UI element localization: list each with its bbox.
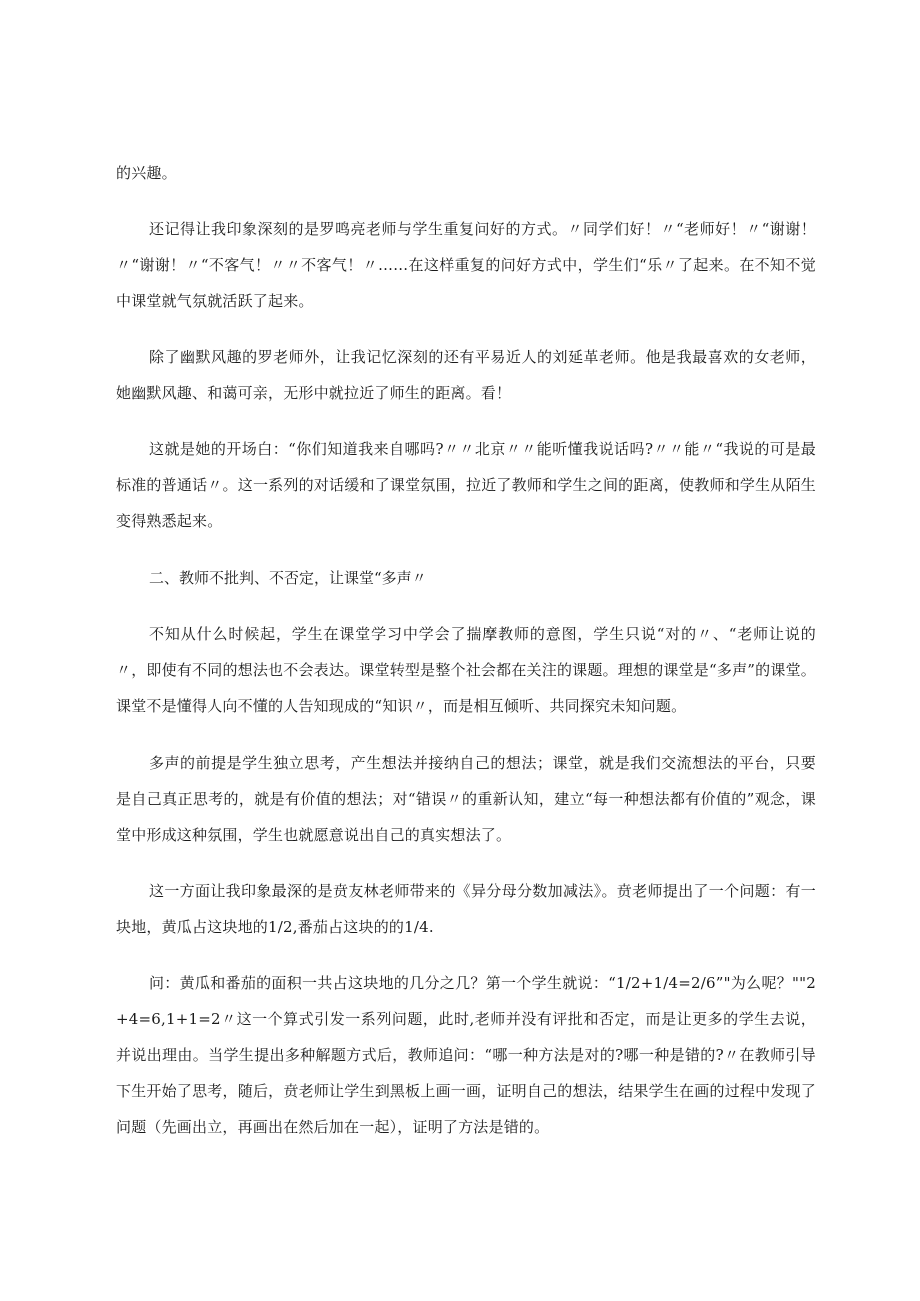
section-heading: 二、教师不批判、不否定，让课堂“多声〃	[149, 569, 427, 587]
paragraph-luo-greeting: 还记得让我印象深刻的是罗鸣亮老师与学生重复问好的方式。〃同学们好！〃“老师好！〃“谢谢！〃“谢谢！〃“不客气！〃〃不客气！〃……在这样重复的问好方式中，学生们“乐〃了起来。在不知不觉中课堂就气氛就活跃了起来。	[116, 220, 816, 310]
paragraph-liu-teacher: 除了幽默风趣的罗老师外，让我记忆深刻的还有平易近人的刘延革老师。他是我最喜欢的女老师，她幽默风趣、和蔼可亲，无形中就拉近了师生的距离。看！	[116, 348, 816, 402]
paragraph-continuation: 的兴趣。	[116, 164, 177, 182]
paragraph-multi-voice-intro: 不知从什么时候起，学生在课堂学习中学会了揣摩教师的意图，学生只说“对的〃、“老师让说的〃，即使有不同的想法也不会表达。课堂转型是整个社会都在关注的课题。理想的课堂是“多声”的课堂。课堂不是懂得人向不懂的人告知现成的“知识〃，而是相互倾听、共同探究未知问题。	[116, 625, 816, 715]
paragraph-fraction-question: 问：黄瓜和番茄的面积一共占这块地的几分之几？第一个学生就说：“1/2+1/4=2/6”"为么呢？""2+4=6,1+1=2〃这一个算式引发一系列问题，此时,老师并没有评批和否定，而是让更多的学生去说，并说出理由。当学生提出多种解题方式后，教师追问：“哪一种方法是对的?哪一种是错的?〃在教师引导下生开始了思考，随后，贲老师让学生到黑板上画一画，证明自己的想法，结果学生在画的过程中发现了问题（先画出立，再画出在然后加在一起），证明了方法是错的。	[116, 974, 816, 1136]
paragraph-opening-dialogue: 这就是她的开场白：“你们知道我来自哪吗?〃〃北京〃〃能听懂我说话吗?〃〃能〃“我说的可是最标准的普通话〃。这一系列的对话缓和了课堂氛围，拉近了教师和学生之间的距离，使教师和学生从陌生变得熟悉起来。	[116, 440, 816, 530]
paragraph-fraction-lesson: 这一方面让我印象最深的是贲友林老师带来的《异分母分数加减法》。贲老师提出了一个问题：有一块地，黄瓜占这块地的1/2,番茄占这块的的1/4.	[116, 882, 816, 936]
paragraph-multi-voice-premise: 多声的前提是学生独立思考，产生想法并接纳自己的想法；课堂，就是我们交流想法的平台，只要是自己真正思考的，就是有价值的想法；对“错误〃的重新认知，建立“每一种想法都有价值的”观念，课堂中形成这种氛围，学生也就愿意说出自己的真实想法了。	[116, 754, 816, 844]
